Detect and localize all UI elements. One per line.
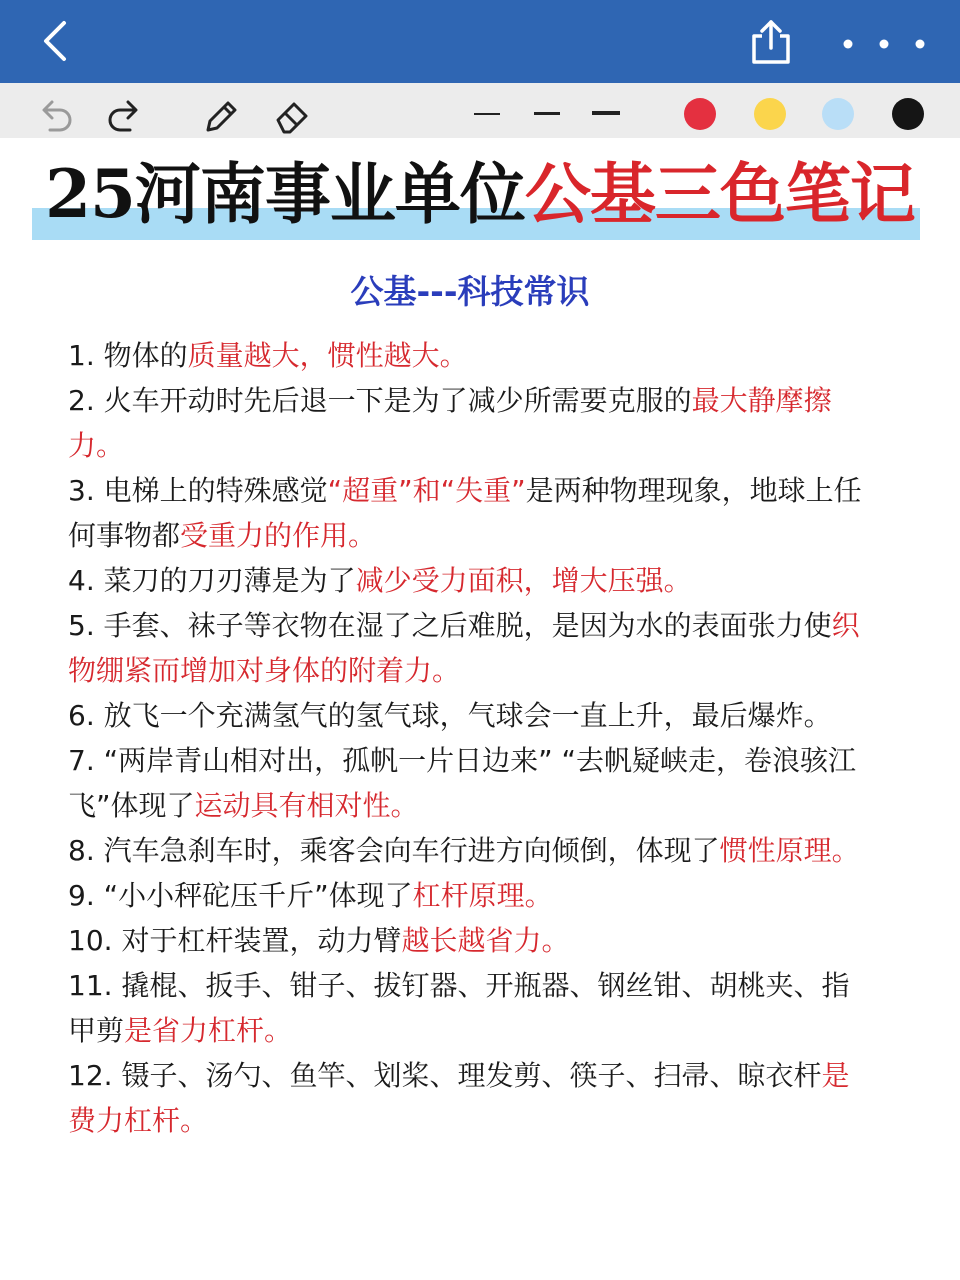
- note-highlight: 运动具有相对性。: [194, 789, 419, 822]
- note-highlight: 杠杆原理。: [412, 879, 553, 912]
- note-number: 2.: [68, 384, 95, 417]
- annotation-toolbar: [0, 83, 960, 138]
- title-red-part: 公基三色笔记: [524, 155, 915, 233]
- note-item: [68, 468, 868, 558]
- note-highlight: 受重力的作用。: [180, 519, 377, 552]
- note-highlight: 最大静摩擦力。: [68, 384, 832, 462]
- note-number: 3.: [68, 474, 95, 507]
- back-arrow-icon[interactable]: [34, 18, 80, 64]
- note-text: “小小秤砣压千斤”体现了: [103, 879, 413, 912]
- light-blue-color-swatch[interactable]: [822, 98, 854, 130]
- title-black-part: 25河南事业单位: [45, 155, 525, 233]
- note-text: 撬棍、扳手、钳子、拔钉器、开瓶器、钢丝钳、胡桃夹、指甲剪: [68, 969, 850, 1047]
- section-subtitle: 公基---科技常识: [350, 272, 590, 311]
- note-number: 8.: [68, 834, 95, 867]
- note-highlight: “超重”和“失重”: [327, 474, 526, 507]
- medium-stroke-option[interactable]: [534, 112, 560, 115]
- note-item: [68, 828, 868, 873]
- note-highlight: 惯性原理。: [719, 834, 860, 867]
- note-number: 6.: [68, 699, 95, 732]
- note-item: [68, 873, 868, 918]
- note-text: 镊子、汤勺、鱼竿、划桨、理发剪、筷子、扫帚、晾衣杆: [121, 1059, 822, 1092]
- note-text: 菜刀的刀刃薄是为了: [103, 564, 356, 597]
- yellow-color-swatch[interactable]: [754, 98, 786, 130]
- note-text: 是两种物理现象，地球上任何事物都: [68, 474, 862, 552]
- note-highlight: 织物绷紧而增加对身体的附着力。: [68, 609, 860, 687]
- red-color-swatch[interactable]: [684, 98, 716, 130]
- note-text: 火车开动时先后退一下是为了减少所需要克服的: [103, 384, 692, 417]
- note-number: 1.: [68, 339, 95, 372]
- undo-icon[interactable]: [36, 96, 76, 134]
- note-item: [68, 738, 868, 828]
- pen-icon[interactable]: [200, 96, 240, 134]
- note-number: 12.: [68, 1059, 113, 1092]
- note-text: 电梯上的特殊感觉: [103, 474, 328, 507]
- eraser-icon[interactable]: [272, 96, 312, 134]
- notes-list: [68, 333, 868, 1143]
- note-number: 11.: [68, 969, 113, 1002]
- note-text: 手套、袜子等衣物在湿了之后难脱，是因为水的表面张力使: [103, 609, 832, 642]
- more-options-icon[interactable]: [838, 30, 930, 58]
- note-highlight: 是费力杠杆。: [68, 1059, 850, 1137]
- note-text: “两岸青山相对出，孤帆一片日边来” “去帆疑峡走，卷浪骇江飞”体现了: [68, 744, 857, 822]
- note-item: [68, 603, 868, 693]
- note-text: 对于杠杆装置，动力臂: [121, 924, 402, 957]
- note-item: [68, 963, 868, 1053]
- note-number: 7.: [68, 744, 95, 777]
- note-number: 9.: [68, 879, 95, 912]
- thick-stroke-option[interactable]: [592, 111, 620, 115]
- top-app-bar: [0, 0, 960, 83]
- note-highlight: 减少受力面积，增大压强。: [355, 564, 692, 597]
- note-item: [68, 378, 868, 468]
- note-highlight: 越长越省力。: [401, 924, 570, 957]
- black-color-swatch[interactable]: [892, 98, 924, 130]
- note-highlight: 是省力杠杆。: [124, 1014, 293, 1047]
- note-text: 放飞一个充满氢气的氢气球，气球会一直上升，最后爆炸。: [103, 699, 832, 732]
- note-item: [68, 693, 868, 738]
- note-item: [68, 558, 868, 603]
- note-item: [68, 1053, 868, 1143]
- thin-stroke-option[interactable]: [474, 113, 500, 115]
- note-number: 5.: [68, 609, 95, 642]
- share-icon[interactable]: [748, 18, 794, 66]
- note-text: 汽车急刹车时，乘客会向车行进方向倾倒，体现了: [103, 834, 720, 867]
- page-title: [0, 146, 960, 242]
- note-text: 物体的: [103, 339, 188, 372]
- note-number: 10.: [68, 924, 113, 957]
- redo-icon[interactable]: [104, 96, 144, 134]
- note-number: 4.: [68, 564, 95, 597]
- note-highlight: 质量越大，惯性越大。: [187, 339, 468, 372]
- note-item: [68, 918, 868, 963]
- note-item: [68, 333, 868, 378]
